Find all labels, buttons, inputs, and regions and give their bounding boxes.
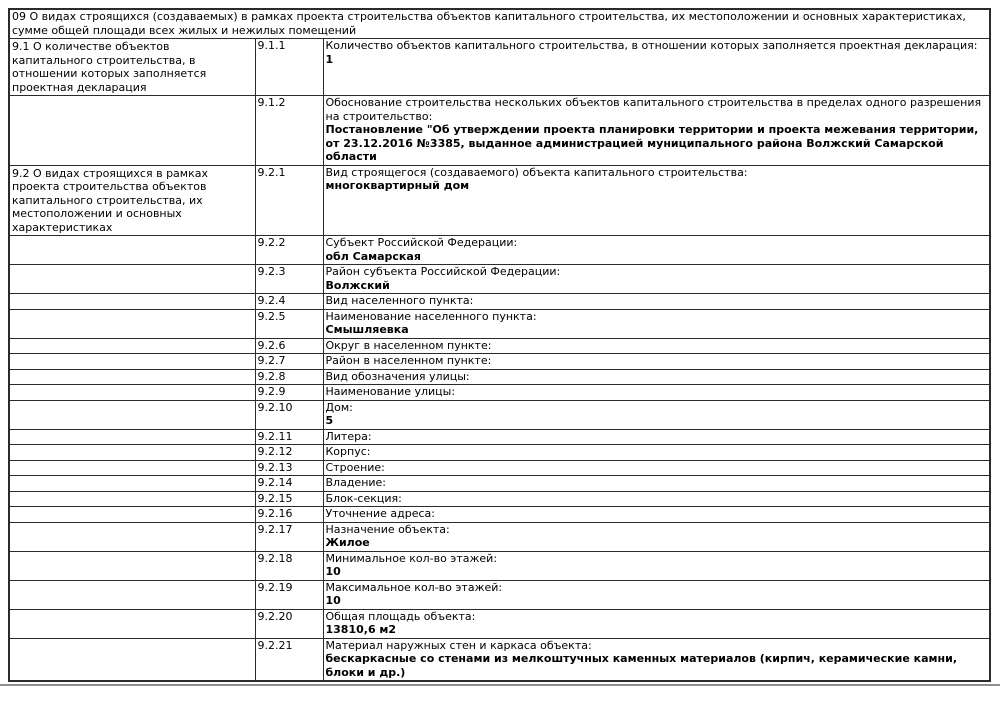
section-label-cell [9,445,255,461]
row-code: 9.2.15 [257,491,293,505]
code-cell [255,491,323,507]
code-cell [255,96,323,166]
content-cell [323,429,990,445]
row-code: 9.2.10 [257,400,293,414]
content-cell [323,445,990,461]
row-code: 9.2.11 [257,429,293,443]
table-row [9,522,990,551]
content-cell [323,609,990,638]
row-code: 9.2.13 [257,460,293,474]
field-label: Вид обозначения улицы: [325,369,470,383]
content-cell [323,338,990,354]
section-label-cell [9,96,255,166]
table-row [9,385,990,401]
section-label: 9.2 О видах строящихся в рамках проекта строительства объектов капитального строительства, их местоположении и основных характеристиках [12,166,208,234]
field-label: Строение: [325,460,385,474]
content-cell [323,551,990,580]
row-code: 9.1.1 [257,39,286,52]
content-cell [323,507,990,523]
code-cell [255,338,323,354]
table-row [9,551,990,580]
field-label: Округ в населенном пункте: [325,338,492,352]
field-value: Волжский [325,278,390,292]
content-cell [323,236,990,265]
table-row [9,638,990,681]
field-value: Жилое [325,536,370,549]
section-label-cell [9,294,255,310]
code-cell [255,551,323,580]
table-row [9,165,990,236]
content-cell [323,369,990,385]
row-code: 9.2.1 [257,165,286,179]
section-label-cell [9,309,255,338]
row-code: 9.2.18 [257,551,293,565]
field-value: обл Самарская [325,249,421,263]
field-label: Владение: [325,476,387,489]
table-row [9,476,990,492]
field-label: Район субъекта Российской Федерации: [325,265,561,278]
code-cell [255,369,323,385]
code-cell [255,265,323,294]
section-label-cell [9,400,255,429]
code-cell [255,507,323,523]
content-cell [323,294,990,310]
field-label: Вид строящегося (создаваемого) объекта капитального строительства: [325,165,748,179]
field-label: Общая площадь объекта: [325,609,476,623]
field-label: Минимальное кол-во этажей: [325,551,498,565]
table-row [9,580,990,609]
field-value: Смышляевка [325,323,409,336]
row-code: 9.1.2 [257,96,286,109]
field-label: Количество объектов капитального строительства, в отношении которых заполняется проектная декларация: [325,39,978,52]
declaration-table-body [9,9,990,681]
field-value: 13810,6 м2 [325,623,397,636]
table-row [9,445,990,461]
field-value: Постановление "Об утверждении проекта планировки территории и проекта межевания территории, от 23.12.2016 №3385, выданное администрацией муниципального района Волжский Самарской области [325,123,979,163]
table-row [9,265,990,294]
content-cell [323,165,990,236]
field-label: Субъект Российской Федерации: [325,236,518,249]
row-code: 9.2.8 [257,369,286,383]
table-row [9,491,990,507]
table-row [9,609,990,638]
code-cell [255,580,323,609]
row-code: 9.2.3 [257,265,286,278]
content-cell [323,580,990,609]
row-code: 9.2.17 [257,522,293,536]
row-code: 9.2.21 [257,638,293,652]
code-cell [255,638,323,681]
field-value: 1 [325,52,334,66]
code-cell [255,522,323,551]
content-cell [323,309,990,338]
code-cell [255,476,323,492]
section-label-cell [9,236,255,265]
field-value: 10 [325,594,341,607]
field-label: Район в населенном пункте: [325,354,492,367]
field-label: Корпус: [325,445,371,458]
table-header: 09 О видах строящихся (создаваемых) в рамках проекта строительства объектов капитального строительства, их местоположении и основных характеристиках, сумме общей площади всех жилых и нежилых помещений [9,9,990,39]
code-cell [255,385,323,401]
code-cell [255,236,323,265]
table-row [9,309,990,338]
row-code: 9.2.19 [257,580,293,594]
field-label: Материал наружных стен и каркаса объекта: [325,638,592,652]
table-row [9,369,990,385]
field-label: Наименование населенного пункта: [325,309,537,323]
row-code: 9.2.4 [257,294,286,307]
row-code: 9.2.9 [257,385,286,398]
section-label-cell [9,338,255,354]
field-value: 10 [325,565,341,578]
row-code: 9.2.14 [257,476,293,489]
content-cell [323,39,990,96]
section-label-cell [9,39,255,96]
field-label: Уточнение адреса: [325,507,435,520]
code-cell [255,460,323,476]
field-label: Дом: [325,400,353,414]
content-cell [323,265,990,294]
table-row [9,96,990,166]
field-value: многоквартирный дом [325,179,470,192]
section-label: 9.1 О количестве объектов капитального строительства, в отношении которых заполняется проектная декларация [12,40,207,94]
section-label-cell [9,460,255,476]
section-label-cell [9,609,255,638]
section-label-cell [9,354,255,370]
table-row [9,236,990,265]
table-row [9,460,990,476]
section-label-cell [9,507,255,523]
section-label-cell [9,385,255,401]
table-row [9,400,990,429]
row-code: 9.2.12 [257,445,293,458]
row-code: 9.2.2 [257,236,286,249]
field-label: Назначение объекта: [325,522,450,536]
row-code: 9.2.7 [257,354,286,367]
table-row [9,39,990,96]
table-row [9,338,990,354]
table-header-row [9,9,990,39]
content-cell [323,476,990,492]
section-label-cell [9,476,255,492]
section-label-cell [9,369,255,385]
content-cell [323,400,990,429]
section-label-cell [9,429,255,445]
field-value: 5 [325,414,334,427]
code-cell [255,354,323,370]
code-cell [255,609,323,638]
code-cell [255,39,323,96]
section-label-cell [9,165,255,236]
code-cell [255,400,323,429]
code-cell [255,294,323,310]
code-cell [255,429,323,445]
table-row [9,429,990,445]
section-label-cell [9,551,255,580]
page-divider-line [0,684,1000,686]
section-label-cell [9,265,255,294]
content-cell [323,522,990,551]
code-cell [255,165,323,236]
row-code: 9.2.16 [257,507,293,520]
row-code: 9.2.20 [257,609,293,623]
field-label: Наименование улицы: [325,385,456,398]
section-label-cell [9,580,255,609]
row-code: 9.2.6 [257,338,286,352]
table-row [9,507,990,523]
field-label: Вид населенного пункта: [325,294,474,307]
field-label: Блок-секция: [325,491,402,505]
section-label-cell [9,638,255,681]
code-cell [255,309,323,338]
content-cell [323,385,990,401]
content-cell [323,491,990,507]
section-label-cell [9,491,255,507]
declaration-table [8,8,991,682]
content-cell [323,460,990,476]
table-row [9,294,990,310]
row-code: 9.2.5 [257,309,286,323]
field-label: Литера: [325,429,372,443]
field-label: Обоснование строительства нескольких объектов капитального строительства в пределах одного разрешения на строительство: [325,96,982,123]
content-cell [323,96,990,166]
table-row [9,354,990,370]
section-label-cell [9,522,255,551]
content-cell [323,638,990,681]
content-cell [323,354,990,370]
field-value: бескаркасные со стенами из мелкоштучных каменных материалов (кирпич, керамические камни, блоки и др.) [325,652,957,679]
field-label: Максимальное кол-во этажей: [325,580,503,594]
code-cell [255,445,323,461]
